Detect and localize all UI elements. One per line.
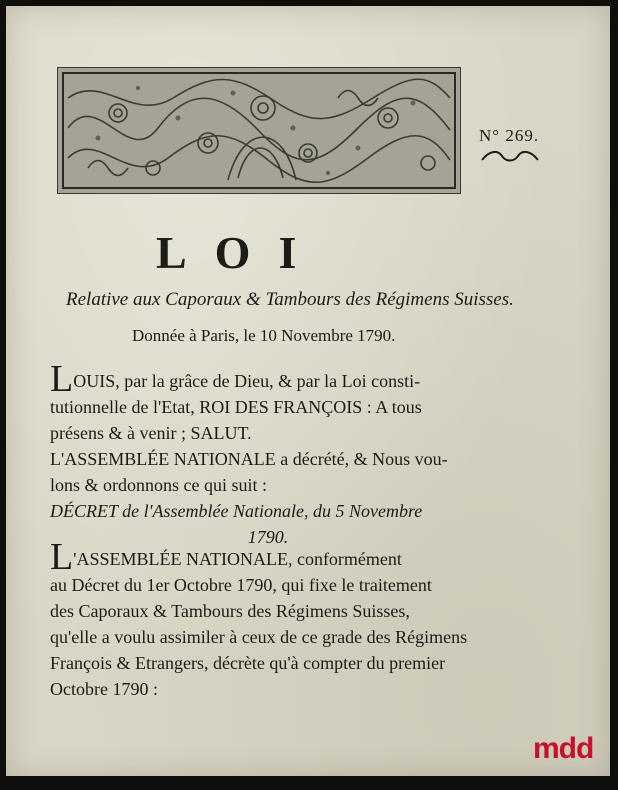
logo-mark: mdd — [533, 732, 594, 765]
preamble-line: tutionnelle de l'Etat, ROI DES FRANÇOIS : A tous — [50, 397, 422, 417]
number-flourish-ornament — [480, 148, 540, 164]
dropcap-letter: L — [50, 358, 74, 400]
preamble-paragraph — [50, 358, 486, 446]
decree-heading — [50, 498, 486, 550]
decree-body-line: qu'elle a voulu assimiler à ceux de ce grade des Régimens — [50, 627, 468, 647]
mdd-watermark-logo — [533, 734, 617, 786]
document-number: N° 269. — [479, 126, 540, 145]
preamble-line: présens & à venir ; SALUT. — [50, 423, 252, 443]
logo-tagline: la mémoire du droit — [531, 764, 609, 774]
page-title: LOI — [156, 227, 325, 278]
decree-intro-line: lons & ordonnons ce qui suit : — [50, 475, 267, 495]
decree-body-line: au Décret du 1er Octobre 1790, qui fixe le traitement — [50, 575, 432, 595]
decree-body-line: Octobre 1790 : — [50, 679, 158, 699]
preamble-line-text: OUIS, par la grâce de Dieu, & par la Loi consti- — [73, 371, 421, 391]
decree-intro-line: L'ASSEMBLÉE NATIONALE a décrété, & Nous vou- — [50, 449, 448, 469]
decree-body-line-text: 'ASSEMBLÉE NATIONALE, conformément — [73, 549, 402, 569]
issue-date: Donnée à Paris, le 10 Novembre 1790. — [132, 326, 396, 345]
law-subtitle: Relative aux Caporaux & Tambours des Régimens Suisses. — [66, 289, 514, 310]
dropcap-letter: L — [50, 536, 74, 578]
preamble-line — [50, 358, 486, 400]
ornamental-woodcut-banner — [57, 67, 461, 194]
decree-body-line: des Caporaux & Tambours des Régimens Suisses, — [50, 601, 410, 621]
decree-intro-paragraph — [50, 446, 486, 498]
document-page — [6, 6, 610, 776]
decree-body-paragraph — [50, 536, 486, 702]
decree-body-line: François & Etrangers, décrète qu'à compter du premier — [50, 653, 446, 673]
decree-heading-line: DÉCRET de l'Assemblée Nationale, du 5 Novembre — [50, 501, 423, 521]
ornament-floral-pattern — [58, 68, 460, 193]
decree-heading-year: 1790. — [247, 527, 289, 547]
